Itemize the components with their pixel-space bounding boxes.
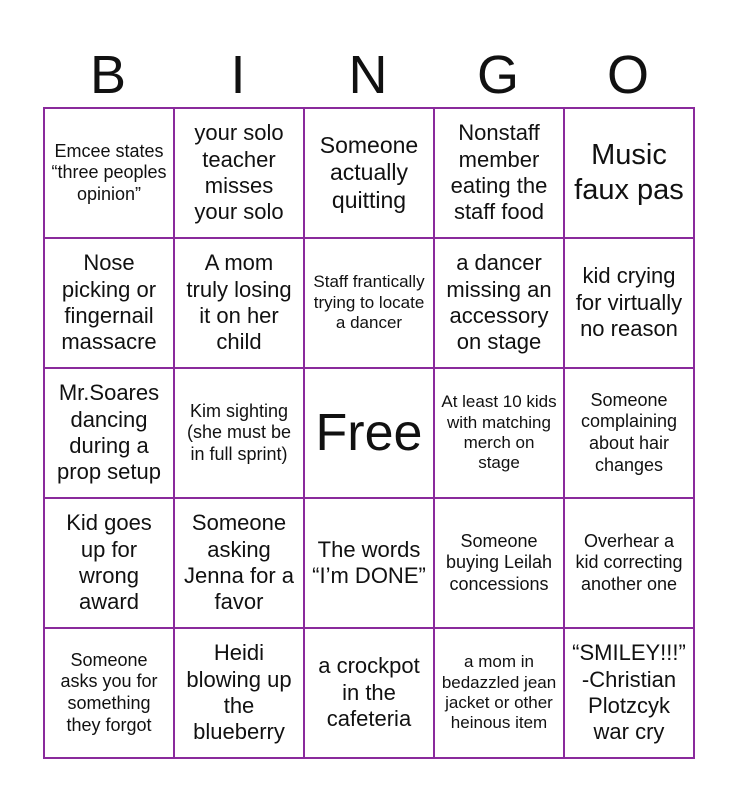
board-row-5 xyxy=(44,628,694,758)
board-row-1 xyxy=(44,108,694,238)
header-letter-g: G xyxy=(476,45,519,105)
header-letter-i: I xyxy=(230,45,246,105)
bingo-cell[interactable]: a crockpot in the cafeteria xyxy=(304,628,434,758)
bingo-cell[interactable]: Someone asks you for something they forgot xyxy=(44,628,174,758)
board-row-2 xyxy=(44,238,694,368)
bingo-cell[interactable]: Someone asking Jenna for a favor xyxy=(174,498,304,628)
bingo-cell[interactable]: a dancer missing an accessory on stage xyxy=(434,238,564,368)
header-letter-o: O xyxy=(606,45,649,105)
bingo-cell[interactable]: Someone actually quitting xyxy=(304,108,434,238)
header-letter-n: N xyxy=(348,45,388,105)
bingo-cell[interactable]: a mom in bedazzled jean jacket or other heinous item xyxy=(434,628,564,758)
bingo-cell[interactable]: Music faux pas xyxy=(564,108,694,238)
bingo-cell[interactable]: your solo teacher misses your solo xyxy=(174,108,304,238)
board-row-3 xyxy=(44,368,694,498)
bingo-cell[interactable]: Mr.Soares dancing during a prop setup xyxy=(44,368,174,498)
header-letter-b: B xyxy=(89,45,127,105)
bingo-board xyxy=(43,107,695,759)
bingo-header xyxy=(43,44,693,106)
board-row-4 xyxy=(44,498,694,628)
bingo-cell[interactable]: Kid goes up for wrong award xyxy=(44,498,174,628)
bingo-cell[interactable]: Nonstaff member eating the staff food xyxy=(434,108,564,238)
bingo-cell[interactable]: A mom truly losing it on her child xyxy=(174,238,304,368)
bingo-cell[interactable]: kid crying for virtually no reason xyxy=(564,238,694,368)
bingo-cell[interactable]: Emcee states “three peoples opinion” xyxy=(44,108,174,238)
bingo-cell[interactable]: Kim sighting (she must be in full sprint) xyxy=(174,368,304,498)
bingo-cell[interactable]: The words “I’m DONE” xyxy=(304,498,434,628)
bingo-cell[interactable]: Someone complaining about hair changes xyxy=(564,368,694,498)
bingo-cell[interactable]: At least 10 kids with matching merch on stage xyxy=(434,368,564,498)
bingo-cell[interactable]: Staff frantically trying to locate a dancer xyxy=(304,238,434,368)
bingo-cell[interactable]: Overhear a kid correcting another one xyxy=(564,498,694,628)
bingo-cell[interactable]: Heidi blowing up the blueberry xyxy=(174,628,304,758)
bingo-cell[interactable]: Someone buying Leilah concessions xyxy=(434,498,564,628)
bingo-cell[interactable]: Nose picking or fingernail massacre xyxy=(44,238,174,368)
free-space-cell[interactable]: Free xyxy=(304,368,434,498)
bingo-cell[interactable]: “SMILEY!!!” -Christian Plotzcyk war cry xyxy=(564,628,694,758)
